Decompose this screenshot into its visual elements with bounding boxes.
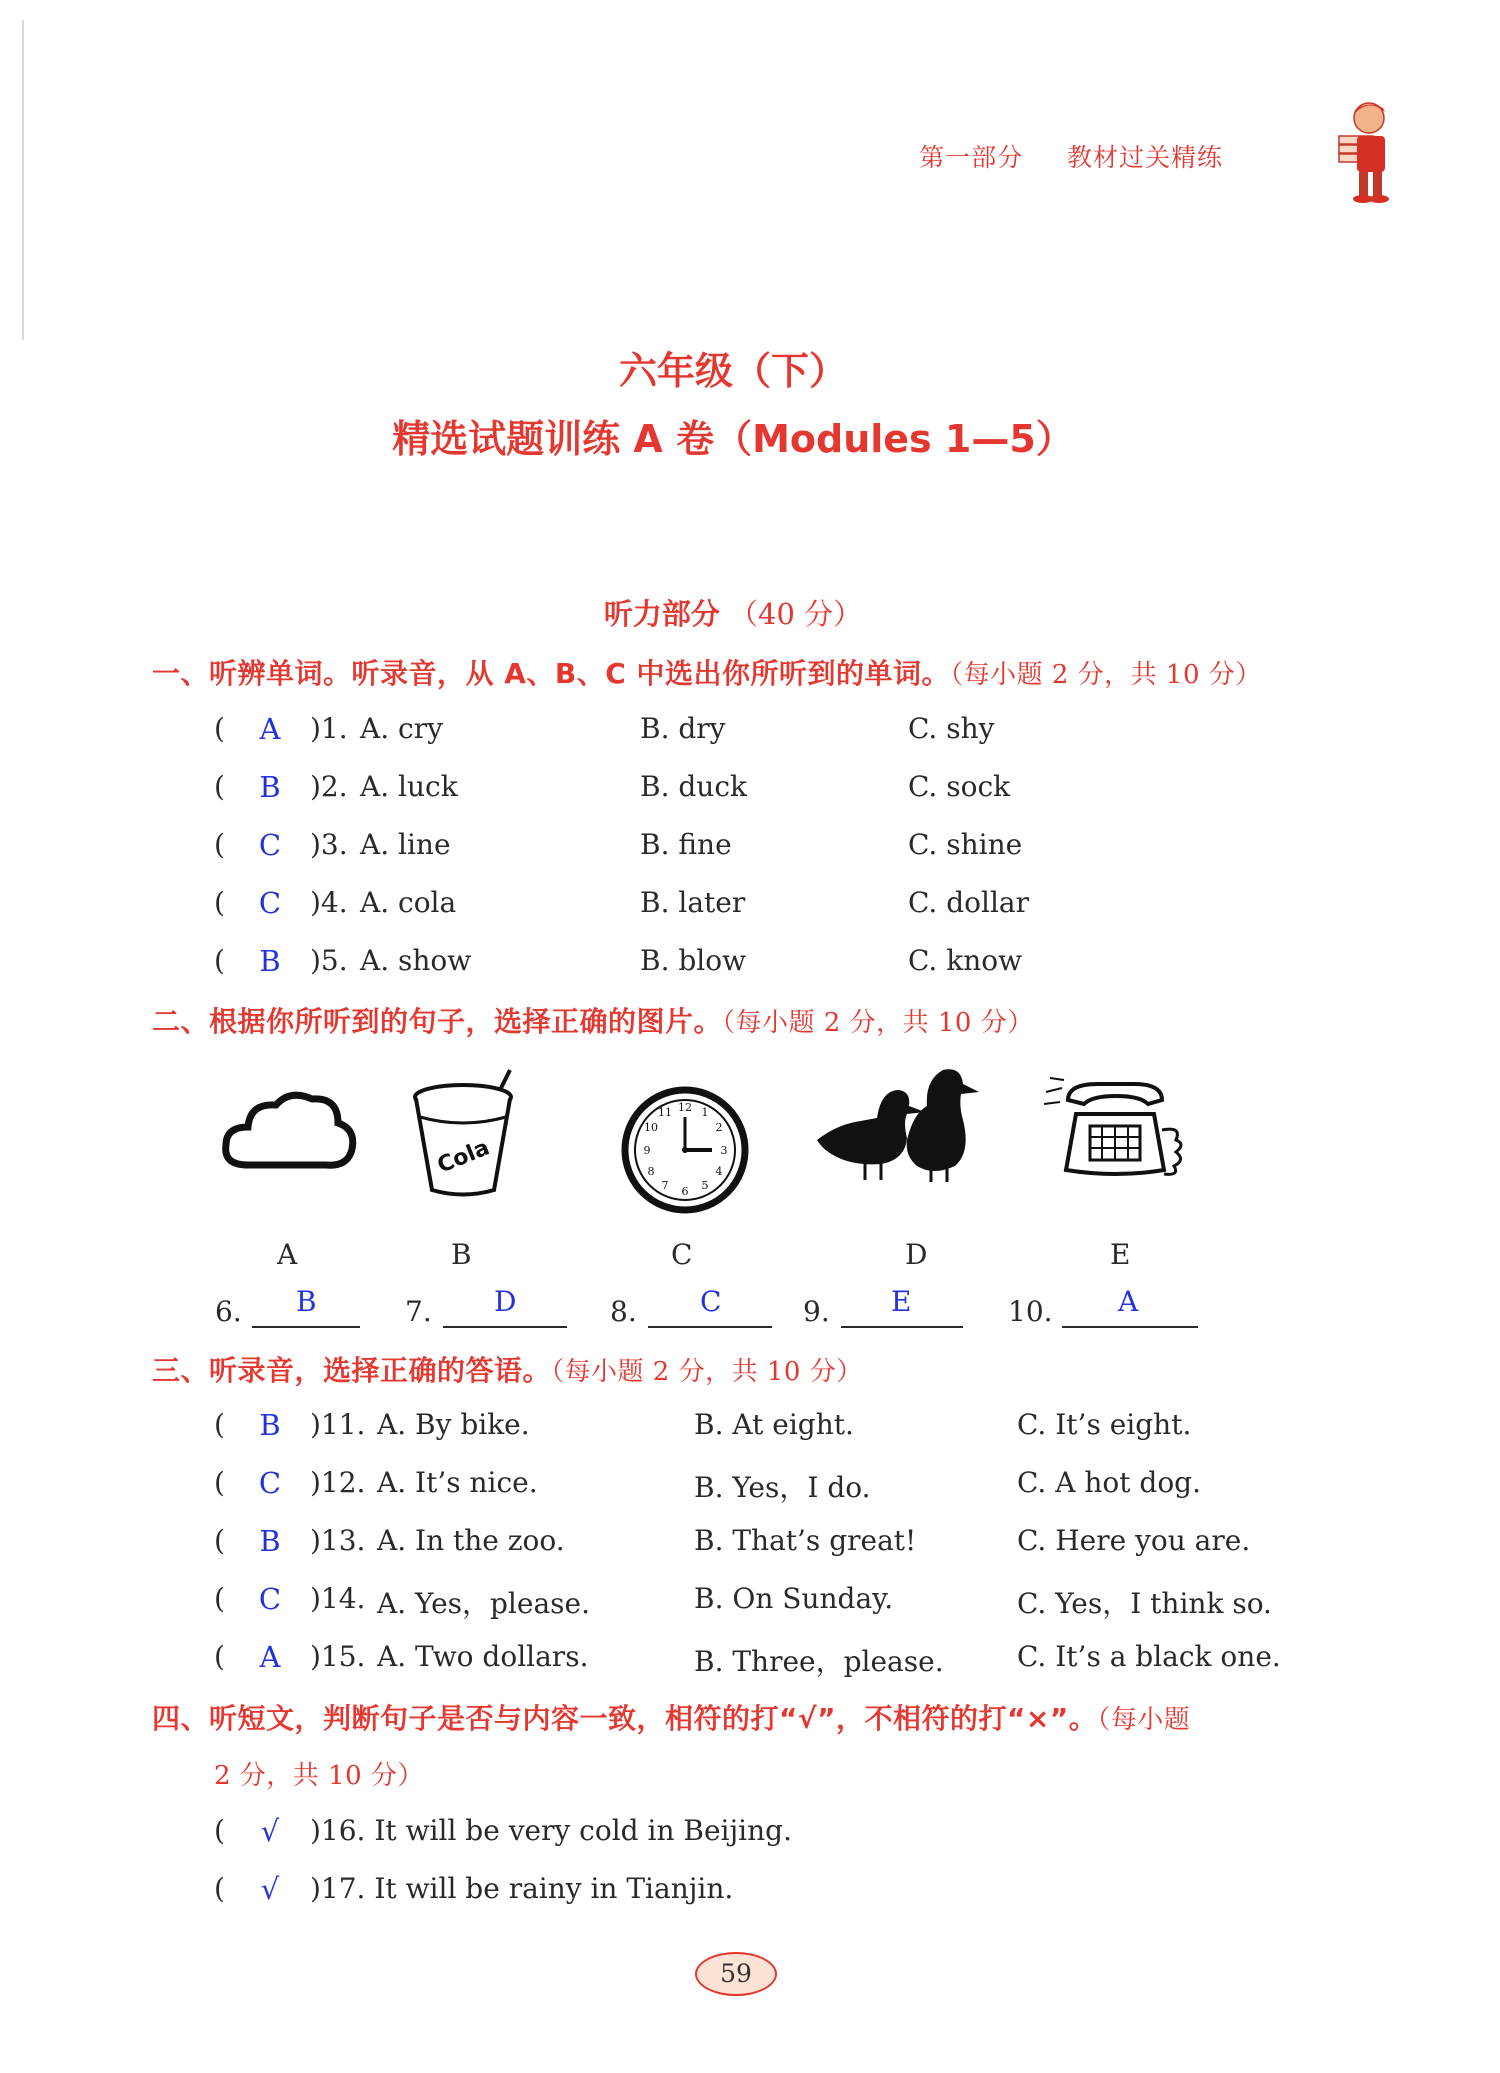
answer: √ <box>260 1872 280 1906</box>
blank-line <box>1062 1326 1198 1328</box>
option-a: A. show <box>360 944 472 977</box>
clock-number: 5 <box>701 1179 709 1192</box>
clock-number: 4 <box>715 1165 723 1178</box>
part-name: 听力部分 <box>603 597 720 631</box>
paren-open: ( <box>214 770 225 803</box>
question-number: )5. <box>310 944 348 977</box>
ducks-picture <box>815 1060 985 1185</box>
picture-label: E <box>1110 1238 1131 1271</box>
grade-title: 六年级（下） <box>618 349 847 393</box>
question-number: )11. <box>310 1408 366 1441</box>
cloud-picture <box>218 1085 358 1185</box>
paren-open: ( <box>214 1814 225 1847</box>
question-number: )12. <box>310 1466 366 1499</box>
option-b: B. blow <box>640 944 747 977</box>
answer: B <box>259 1524 281 1558</box>
option-b: B. At eight. <box>694 1408 854 1441</box>
option-c: C. A hot dog. <box>1017 1466 1201 1499</box>
cola-cup-picture <box>408 1065 528 1200</box>
section-2-text: 二、根据你所听到的句子，选择正确的图片。 <box>152 1005 723 1038</box>
answer: B <box>259 770 281 804</box>
answer: C <box>258 1582 282 1616</box>
section-4-note: （每小题 <box>1097 1705 1191 1735</box>
option-c: C. shine <box>908 828 1023 861</box>
option-c: C. Yes，I think so. <box>1017 1587 1272 1620</box>
question-number: )2. <box>310 770 348 803</box>
answer: C <box>258 886 282 920</box>
blank-number: 8. <box>610 1295 637 1328</box>
page-number: 59 <box>695 1952 777 1996</box>
option-b: B. duck <box>640 770 747 803</box>
blank-line <box>252 1326 360 1328</box>
section-1-text: 一、听辨单词。听录音，从 A、B、C 中选出你所听到的单词。 <box>152 657 951 690</box>
section-3-heading <box>152 1349 863 1389</box>
answer: B <box>259 1408 281 1442</box>
option-a: A. cola <box>360 886 457 919</box>
paren-open: ( <box>214 1408 225 1441</box>
question-number: )15. <box>310 1640 366 1673</box>
option-b: B. later <box>640 886 746 919</box>
clock-number: 1 <box>701 1106 709 1119</box>
blank-number: 10. <box>1008 1295 1053 1328</box>
paren-open: ( <box>214 886 225 919</box>
answer: C <box>258 1466 282 1500</box>
option-c: C. shy <box>908 712 995 745</box>
question-number: )13. <box>310 1524 366 1557</box>
statement: )17. It will be rainy in Tianjin. <box>310 1872 734 1905</box>
option-c: C. sock <box>908 770 1011 803</box>
option-a: A. It’s nice. <box>377 1466 538 1499</box>
blank-answer: D <box>494 1285 517 1318</box>
paren-open: ( <box>214 1524 225 1557</box>
paper-title: 精选试题训练 A 卷（Modules 1—5） <box>392 417 1074 461</box>
clock-number: 2 <box>715 1121 723 1134</box>
paren-open: ( <box>214 944 225 977</box>
option-c: C. It’s eight. <box>1017 1408 1192 1441</box>
picture-label: A <box>277 1238 298 1271</box>
blank-line <box>841 1326 963 1328</box>
answer: B <box>259 944 281 978</box>
clock-number: 6 <box>681 1185 689 1198</box>
part-heading <box>0 592 1466 633</box>
blank-number: 7. <box>405 1295 432 1328</box>
section-3-text: 三、听录音，选择正确的答语。 <box>152 1354 552 1387</box>
question-number: )14. <box>310 1582 366 1615</box>
clock-number: 12 <box>678 1101 692 1114</box>
question-number: )4. <box>310 886 348 919</box>
answer: A <box>259 712 281 746</box>
option-a: A. luck <box>360 770 458 803</box>
clock-picture <box>620 1085 750 1215</box>
reading-boy-icon <box>1335 100 1395 205</box>
picture-label: D <box>905 1238 928 1271</box>
binding-line <box>22 20 24 340</box>
option-c: C. dollar <box>908 886 1029 919</box>
paren-open: ( <box>214 712 225 745</box>
picture-label: C <box>671 1238 693 1271</box>
section-4-text: 四、听短文，判断句子是否与内容一致，相符的打“√”，不相符的打“×”。 <box>152 1702 1098 1735</box>
blank-line <box>443 1326 567 1328</box>
answer: A <box>259 1640 281 1674</box>
option-a: A. In the zoo. <box>377 1524 565 1557</box>
blank-line <box>648 1326 772 1328</box>
option-b: B. On Sunday. <box>694 1582 894 1615</box>
option-b: B. That’s great! <box>694 1524 917 1557</box>
section-4-heading <box>152 1697 1190 1737</box>
option-a: A. Yes，please. <box>377 1587 590 1620</box>
page-header <box>919 138 1223 174</box>
question-number: )1. <box>310 712 348 745</box>
blank-answer: E <box>891 1285 912 1318</box>
picture-label: B <box>451 1238 472 1271</box>
option-b: B. Yes，I do. <box>694 1471 871 1504</box>
option-c: C. know <box>908 944 1023 977</box>
header-subtitle: 教材过关精练 <box>1066 143 1223 172</box>
blank-number: 6. <box>215 1295 242 1328</box>
section-3-note: （每小题 2 分，共 10 分） <box>551 1357 863 1387</box>
option-b: B. dry <box>640 712 726 745</box>
header-section: 第一部分 <box>919 143 1024 172</box>
answer: √ <box>260 1814 280 1848</box>
option-a: A. cry <box>360 712 443 745</box>
question-number: )3. <box>310 828 348 861</box>
blank-answer: B <box>296 1285 317 1318</box>
clock-number: 10 <box>644 1121 658 1134</box>
answer: C <box>258 828 282 862</box>
statement: )16. It will be very cold in Beijing. <box>310 1814 792 1847</box>
section-1-heading <box>152 652 1262 692</box>
telephone-picture <box>1040 1070 1190 1195</box>
option-c: C. Here you are. <box>1017 1524 1251 1557</box>
clock-number: 7 <box>661 1179 669 1192</box>
option-a: A. line <box>360 828 451 861</box>
clock-number: 8 <box>647 1165 655 1178</box>
paren-open: ( <box>214 1582 225 1615</box>
blank-answer: C <box>700 1285 722 1318</box>
clock-number: 3 <box>720 1144 728 1157</box>
part-score: （40 分） <box>729 597 863 631</box>
blank-number: 9. <box>803 1295 830 1328</box>
paren-open: ( <box>214 1872 225 1905</box>
option-b: B. Three，please. <box>694 1645 944 1678</box>
section-1-note: （每小题 2 分，共 10 分） <box>950 660 1262 690</box>
paren-open: ( <box>214 1466 225 1499</box>
cola-label: Cola <box>434 1135 494 1179</box>
blank-answer: A <box>1118 1285 1139 1318</box>
option-a: A. Two dollars. <box>377 1640 589 1673</box>
section-4-note2: 2 分，共 10 分） <box>214 1761 424 1791</box>
section-2-note: （每小题 2 分，共 10 分） <box>722 1008 1034 1038</box>
option-c: C. It’s a black one. <box>1017 1640 1281 1673</box>
clock-number: 9 <box>643 1144 651 1157</box>
section-4-note-continued <box>214 1755 424 1792</box>
section-2-heading <box>152 1000 1034 1040</box>
paren-open: ( <box>214 828 225 861</box>
option-a: A. By bike. <box>377 1408 530 1441</box>
option-b: B. fine <box>640 828 732 861</box>
clock-number: 11 <box>658 1106 672 1119</box>
paren-open: ( <box>214 1640 225 1673</box>
